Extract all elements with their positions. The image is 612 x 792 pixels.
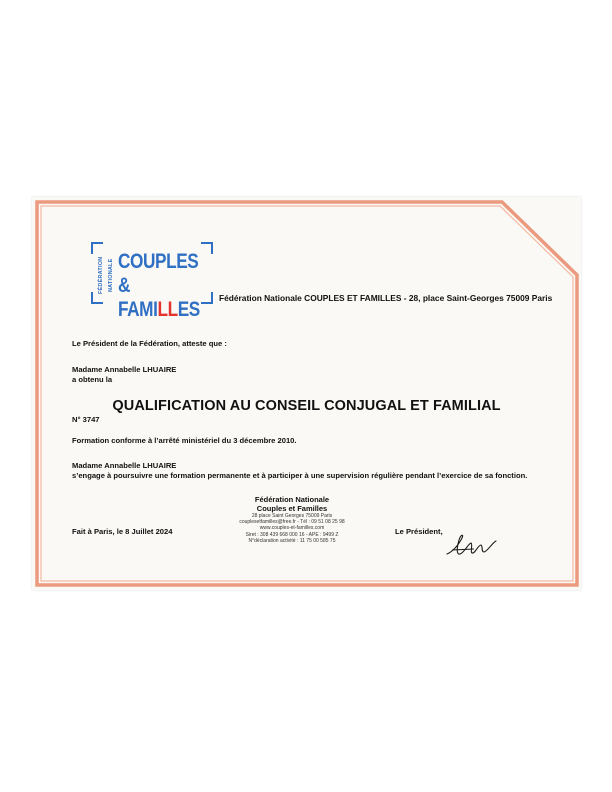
org-siret: Siret : 308 439 668 000 16 - APE : 9499 Z xyxy=(245,531,339,538)
certificate-number: N° 3747 xyxy=(72,415,100,424)
org-address: 28 place Saint Georges 75009 Paris xyxy=(251,513,333,519)
recipient-name: Madame Annabelle LHUAIRE xyxy=(72,365,177,374)
place-and-date: Fait à Paris, le 8 Juillet 2024 xyxy=(72,527,173,536)
logo-vertical-text: FÉDÉRATION NATIONALE xyxy=(98,256,114,294)
organization-stamp xyxy=(222,495,362,544)
president-label: Le Président, xyxy=(395,527,443,536)
org-name-line2: Couples et Familles xyxy=(256,504,328,513)
certificate-sheet xyxy=(32,197,581,590)
logo-word-couples: COUPLES xyxy=(118,250,199,273)
qualification-title: QUALIFICATION AU CONSEIL CONJUGAL ET FAMILIAL xyxy=(112,398,501,414)
federation-header: Fédération Nationale COUPLES ET FAMILLES - 28, place Saint-Georges 75009 Paris xyxy=(219,293,553,303)
obtained-text: a obtenu la xyxy=(72,375,113,384)
org-website: www.couples-et-familles.com xyxy=(259,525,325,532)
logo-word-familles: & FAMILLES xyxy=(118,274,200,321)
federation-logo xyxy=(91,242,213,321)
president-signature xyxy=(444,530,504,560)
president-attestation: Le Président de la Fédération, atteste que : xyxy=(72,339,227,348)
commitment-statement: s’engage à poursuivre une formation permanente et à participer à une supervision régulière pendant l’exercice de sa fonction. xyxy=(72,471,528,480)
org-contact: couplesetfamilles@free.fr - Tél : 09 51 08 25 98 xyxy=(239,519,345,526)
org-declaration: N°déclaration activité : 11 75 00 585 75 xyxy=(248,537,336,544)
conformity-statement: Formation conforme à l’arrêté ministériel du 3 décembre 2010. xyxy=(72,436,297,445)
recipient-name-2: Madame Annabelle LHUAIRE xyxy=(72,461,177,470)
org-name-line1: Fédération Nationale xyxy=(254,495,330,504)
